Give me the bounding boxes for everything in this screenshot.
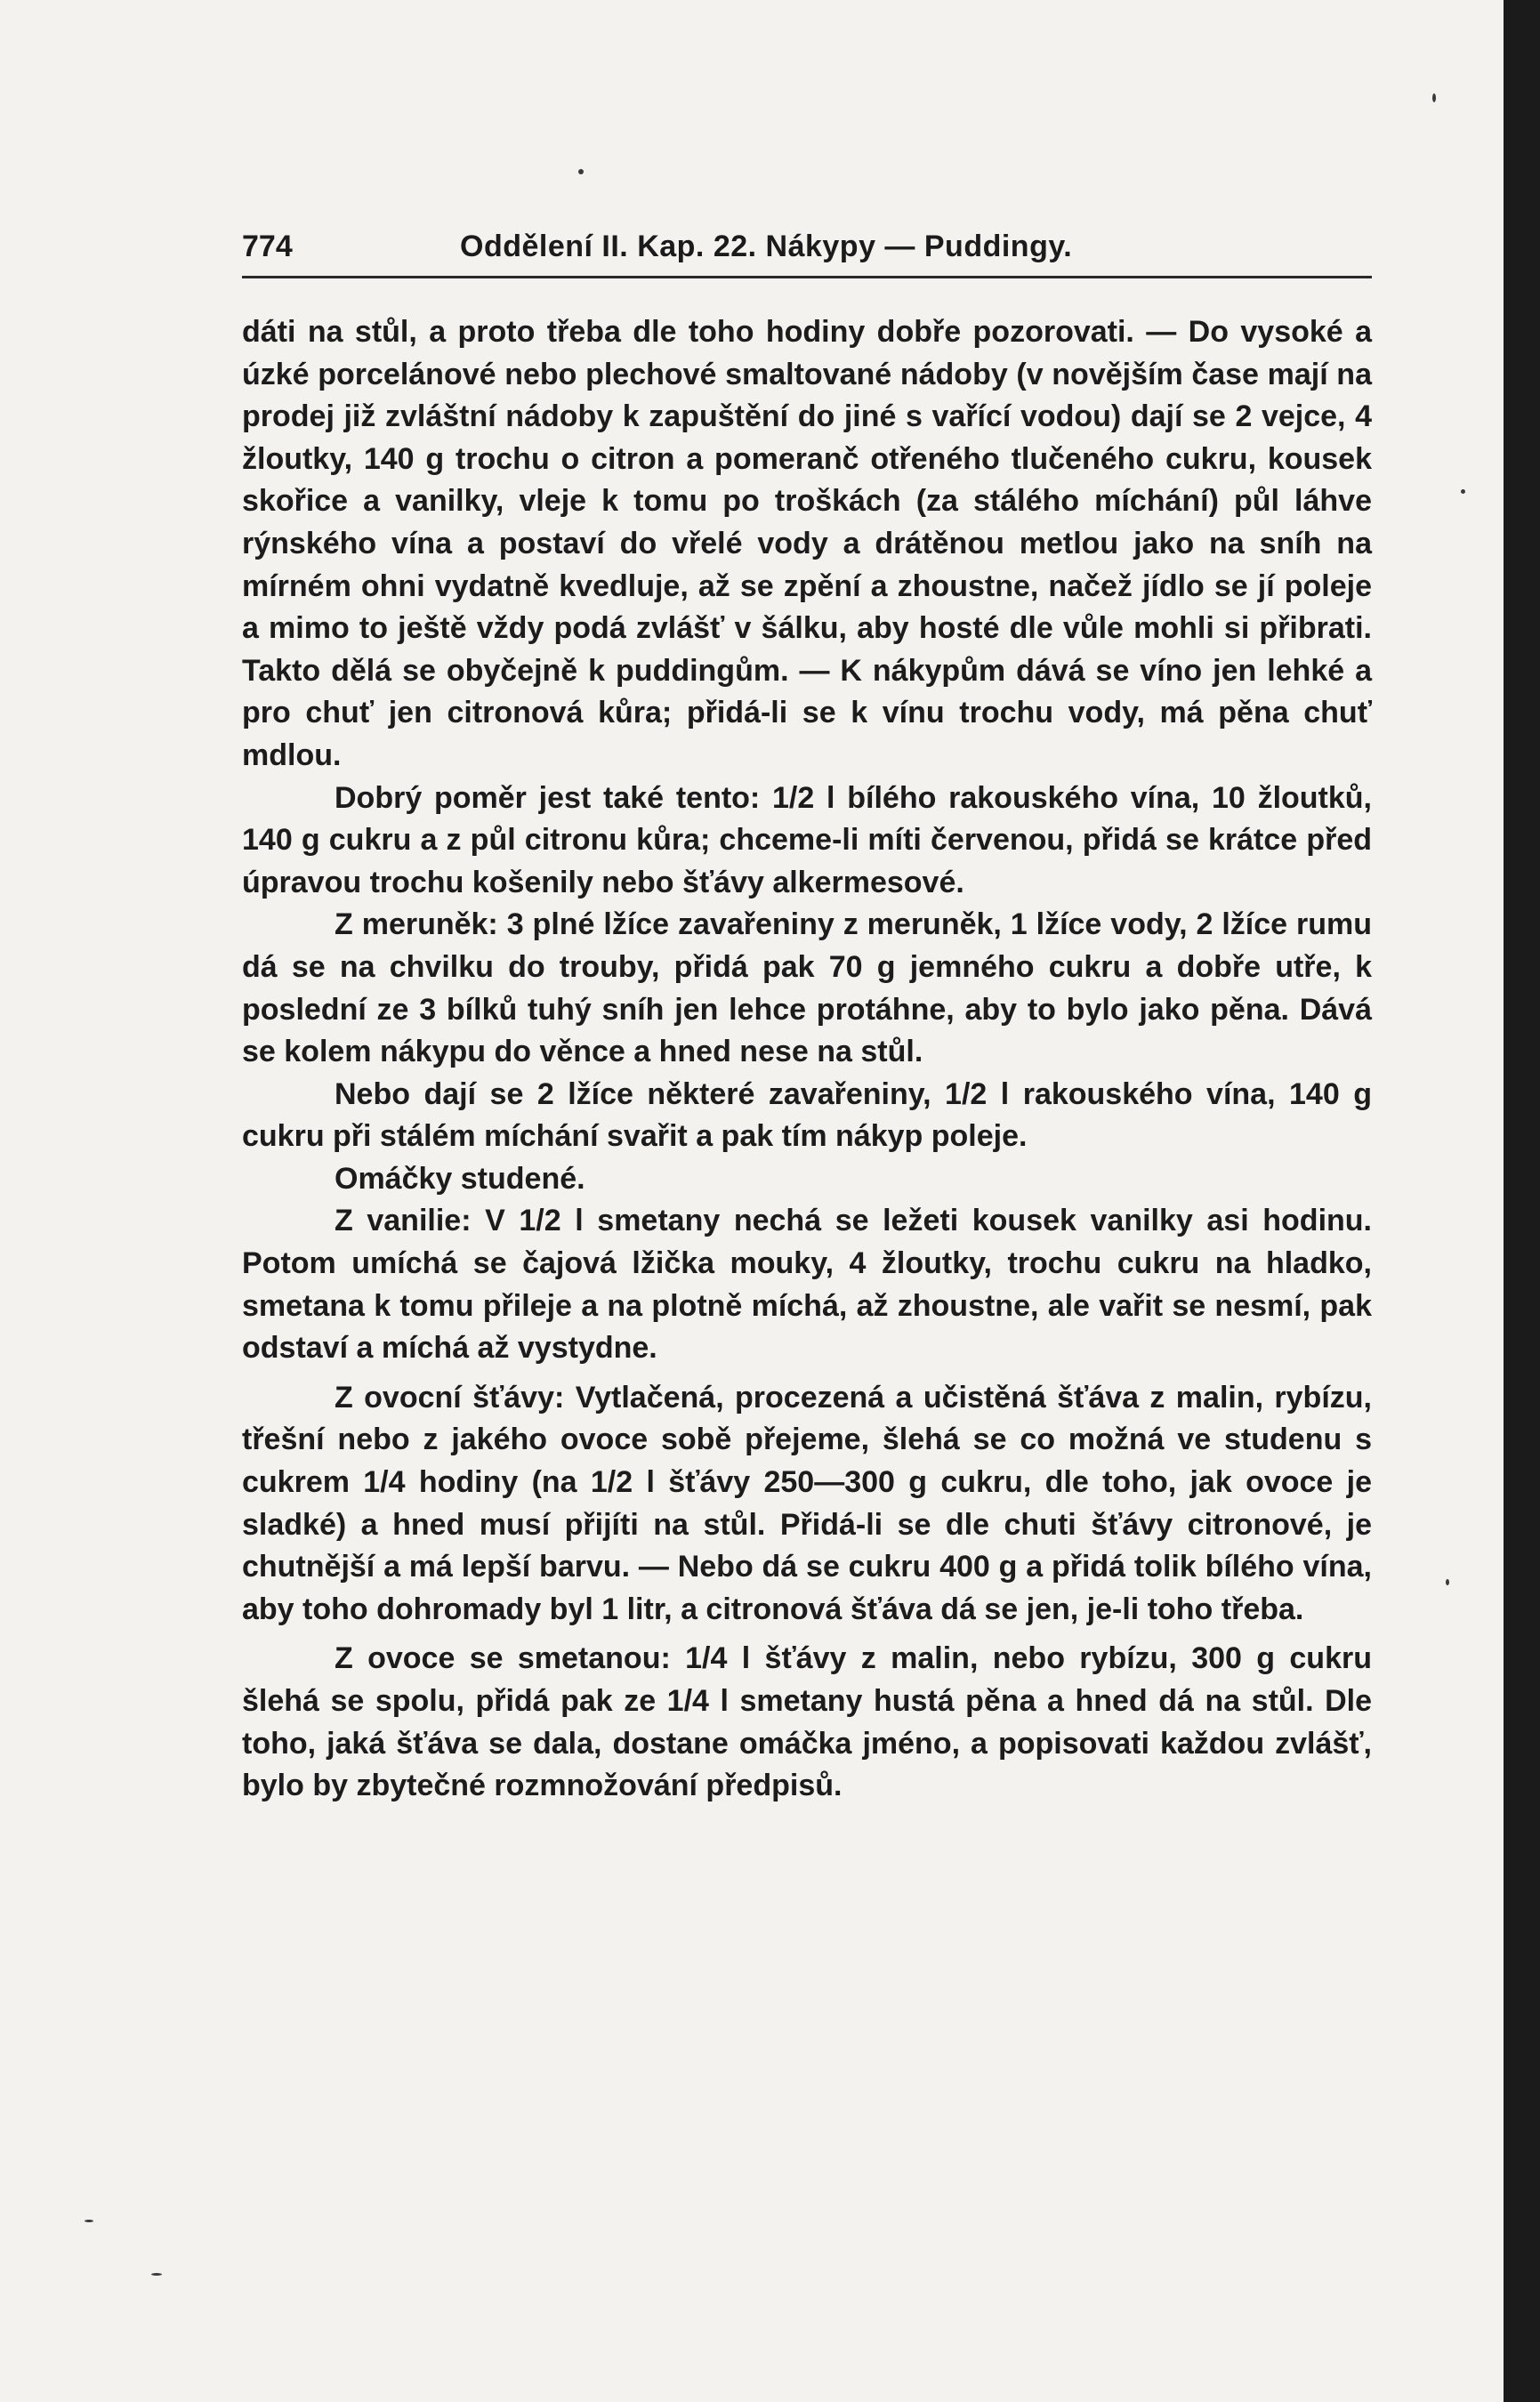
text-ovocni-stavy: Vytlačená, procezená a učistěná šťáva z malin, rybízu, třešní nebo z jakého ovoce sobě přejeme, šlehá se co možná ve studenu s cukrem 1/4 hodiny (na 1/2 l šťávy 250—300 g cukru, dle toho, jak ovoce je sladké) a hned musí přijíti na stůl. Přidá-li se dle chuti šťávy citronové, je chutnější a má lepší barvu. — Nebo dá se cukru 400 g a přidá tolik bílého vína, aby toho dohromady byl 1 litr, a citronová šťáva dá se jen, je-li toho třeba. — [242, 1380, 1372, 1626]
paragraph-1: dáti na stůl, a proto třeba dle toho hodiny dobře pozorovati. — Do vysoké a úzké porcelánové nebo plechové smaltované nádoby (v novějším čase mají na prodej již zvláštní nádoby k zapuštění do jiné s vařící vodou) dají se 2 vejce, 4 žloutky, 140 g trochu o citron a pomeranč otřeného tlučeného cukru, kousek skořice a vanilky, vleje k tomu po troškách (za stálého míchání) půl láhve rýnského vína a postaví do vřelé vody a drátěnou metlou jako na sníh na mírném ohni vydatně kvedluje, až se zpění a zhoustne, načež jídlo se jí poleje a mimo to ještě vždy podá zvlášť v šálku, aby hosté dle vůle mohli si přibrati. Takto dělá se obyčejně k puddingům. — K nákypům dává se víno jen lehké a pro chuť jen citronová kůra; přidá-li se k vínu trochu vody, má pěna chuť mdlou. — [242, 315, 1372, 772]
lead-ovoce-smetana: Z ovoce se smetanou: — [335, 1641, 671, 1676]
paragraph-ovoce-smetana — [242, 1638, 1372, 1807]
paper-speck — [1461, 489, 1465, 494]
text-meruněk: 3 plné lžíce zavařeniny z meruněk, 1 lžíce vody, 2 lžíce rumu dá se na chvilku do trouby, přidá pak 70 g jemného cukru a dobře utře, k poslední ze 3 bílků tuhý sníh jen lehce protáhne, aby to bylo jako pěna. Dává se kolem nákypu do věnce a hned nese na stůl. — [242, 907, 1373, 1069]
paper-speck — [85, 2220, 93, 2222]
paragraph-nebo — [242, 1074, 1372, 1158]
paper-speck — [578, 169, 584, 174]
paper-speck — [151, 2273, 162, 2276]
lead-vanilie: Z vanilie: — [335, 1204, 472, 1238]
lead-nebo: Nebo — [335, 1076, 410, 1111]
lead-meruněk: Z meruněk: — [335, 907, 498, 942]
paper-speck — [1432, 93, 1436, 102]
page-header — [242, 224, 1372, 276]
page-body — [242, 311, 1372, 1808]
lead-ovocni-stavy: Z ovocní šťávy: — [335, 1380, 565, 1415]
paragraph-vanilie — [242, 1200, 1372, 1369]
section-heading: Omáčky studené. — [335, 1161, 585, 1196]
header-rule — [242, 276, 1372, 278]
scan-dark-edge — [1504, 0, 1540, 2402]
text-ovoce-smetana: 1/4 l šťávy z malin, nebo rybízu, 300 g cukru šlehá se spolu, přidá pak ze 1/4 l smetany hustá pěna a hned dá na stůl. Dle toho, jaká šťáva se dala, dostane omáčka jméno, a popisovati každou zvlášť, bylo by zbytečné rozmnožování předpisů. — [242, 1641, 1372, 1803]
running-head: Oddělení II. Kap. 22. Nákypy — Puddingy. — [460, 230, 1073, 263]
paragraph-2: Dobrý poměr jest také tento: 1/2 l bílého rakouského vína, 10 žloutků, 140 g cukru a z půl citronu kůra; chceme-li míti červenou, přidá se krátce před úpravou trochu košenily nebo šťávy alkermesové. — [242, 780, 1372, 899]
paragraph-ovocni-stavy — [242, 1377, 1372, 1632]
paragraph-meruněk — [242, 904, 1372, 1073]
text-vanilie: V 1/2 l smetany nechá se ležeti kousek vanilky asi hodinu. Potom umíchá se čajová lžička mouky, 4 žloutky, trochu cukru na hladko, smetana k tomu přileje a na plotně míchá, až zhoustne, ale vařit se nesmí, pak odstaví a míchá až vystydne. — [242, 1204, 1372, 1366]
paper-speck — [1446, 1579, 1449, 1585]
text-nebo: dají se 2 lžíce některé zavařeniny, 1/2 l rakouského vína, 140 g cukru při stálém míchání svařit a pak tím nákyp poleje. — [242, 1076, 1372, 1154]
page-number: 774 — [242, 230, 293, 263]
